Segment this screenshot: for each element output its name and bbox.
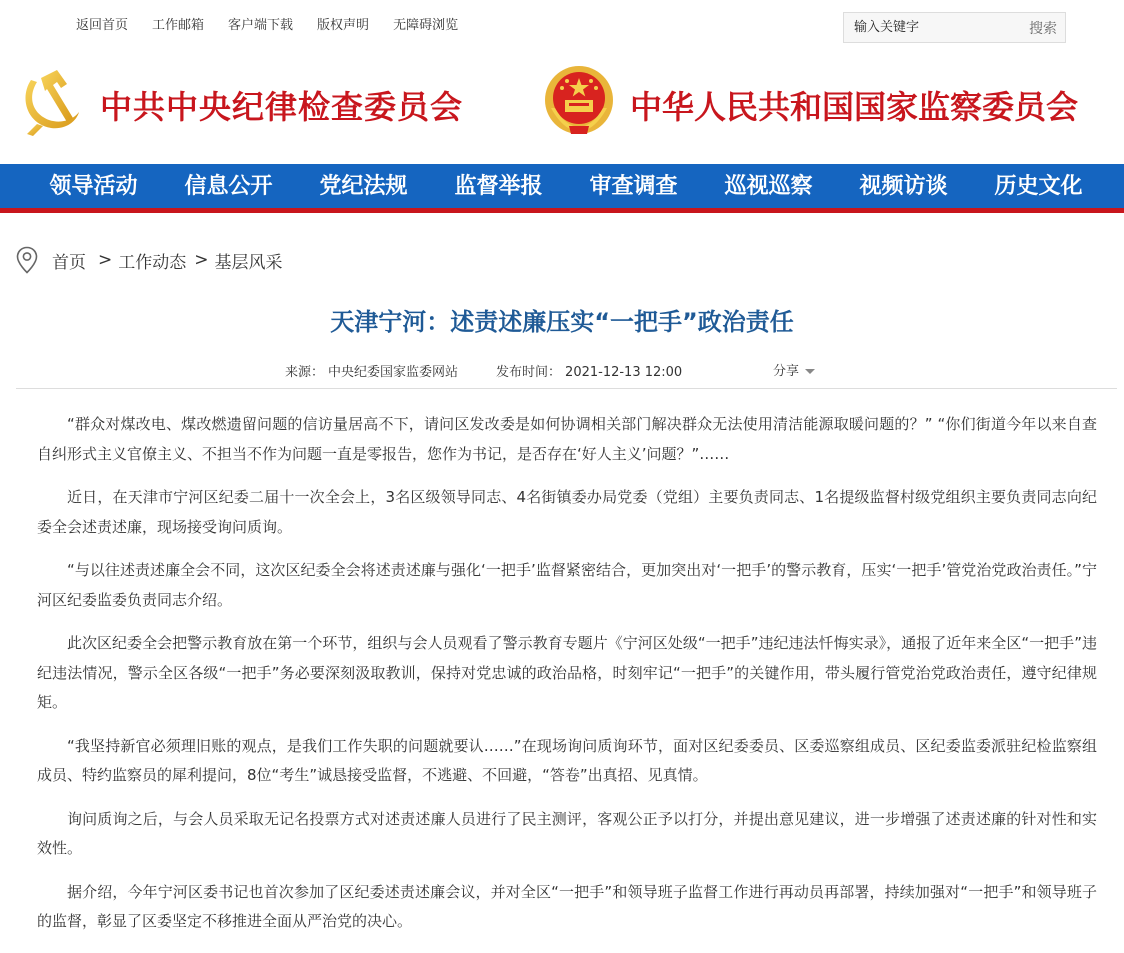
breadcrumb-separator: > [194,250,209,270]
link-work-email[interactable]: 工作邮箱 [152,18,205,33]
nav-item-inspection[interactable]: 巡视巡察 [724,173,813,199]
chevron-down-icon [805,369,815,374]
article-meta [285,361,686,380]
party-emblem-icon[interactable] [17,68,85,136]
top-links [64,14,470,33]
source-label: 来源： [285,365,325,380]
breadcrumb-work-news[interactable]: 工作动态 [118,252,187,273]
paragraph: “与以往述责述廉全会不同，这次区纪委全会将述责述廉与强化‘一把手’监督紧密结合，更加突出对‘一把手’的警示教育，压实‘一把手’管党治党政治责任。”宁河区纪委监委负责同志介绍。 [37,561,1097,609]
main-nav [0,164,1124,208]
breadcrumb-home[interactable]: 首页 [52,252,86,273]
nav-divider [0,208,1124,213]
divider [16,388,1117,389]
paragraph: 近日，在天津市宁河区纪委二届十一次全会上，3名区级领导同志、4名街镇委办局党委（党组）主要负责同志、1名提级监督村级党组织主要负责同志向纪委全会述责述廉，现场接受询问质询。 [37,488,1097,536]
publish-time: 2021-12-13 12:00 [565,365,683,380]
paragraph: 此次区纪委全会把警示教育放在第一个环节，组织与会人员观看了警示教育专题片《宁河区处级“一把手”违纪违法忏悔实录》，通报了近年来全区“一把手”违纪违法情况，警示全区各级“一把手”务必要深刻汲取教训，保持对党忠诚的政治品格，时刻牢记“一把手”的关键作用，带头履行管党治党政治责任，遵守纪律规矩。 [37,634,1097,711]
paragraph: “群众对煤改电、煤改燃遗留问题的信访量居高不下，请问区发改委是如何协调相关部门解决群众无法使用清洁能源取暖问题的？” “你们街道今年以来自查自纠形式主义官僚主义、不担当不作为问题一直是零报告，您作为书记，是否存在‘好人主义’问题？”…… [37,415,1097,463]
article-body [37,410,1097,951]
breadcrumb-grassroots[interactable]: 基层风采 [214,252,283,273]
source-value: 中央纪委国家监委网站 [328,365,459,380]
site-title-nsc[interactable]: 中华人民共和国国家监察委员会 [630,88,1079,126]
paragraph: 据介绍，今年宁河区委书记也首次参加了区纪委述责述廉会议，并对全区“一把手”和领导班子监督工作进行再动员再部署，持续加强对“一把手”和领导班子的监督，彰显了区委坚定不移推进全面从严治党的决心。 [37,882,1097,930]
top-bar [0,0,1124,50]
nav-item-party-rules[interactable]: 党纪法规 [319,173,408,199]
nav-item-leadership[interactable]: 领导活动 [49,173,138,199]
nav-item-investigation[interactable]: 审查调查 [589,173,678,199]
breadcrumb [16,246,283,274]
nav-item-video-interview[interactable]: 视频访谈 [859,173,948,199]
site-title-ccdi[interactable]: 中共中央纪律检查委员会 [100,88,464,126]
link-copyright[interactable]: 版权声明 [317,18,370,33]
article-title: 天津宁河：述责述廉压实“一把手”政治责任 [330,308,794,336]
national-emblem-icon[interactable] [543,64,615,136]
site-header [0,50,1124,164]
link-client-download[interactable]: 客户端下载 [228,18,294,33]
nav-item-report[interactable]: 监督举报 [454,173,543,199]
nav-item-history-culture[interactable]: 历史文化 [994,173,1083,199]
share-button[interactable] [773,360,815,379]
search-button[interactable]: 搜索 [1029,21,1057,37]
time-label: 发布时间： [496,365,562,380]
breadcrumb-separator: > [98,250,113,270]
paragraph: “我坚持新官必须理旧账的观点，是我们工作失职的问题就要认……”在现场询问质询环节，面对区纪委委员、区委巡察组成员、区纪委监委派驻纪检监察组成员、特约监察员的犀利提问，8位“考生”诚恳接受监督，不逃避、不回避，“答卷”出真招、见真情。 [37,736,1097,784]
location-pin-icon [16,246,38,274]
search-box [843,12,1066,43]
share-label: 分享 [773,364,800,379]
paragraph: 询问质询之后，与会人员采取无记名投票方式对述责述廉人员进行了民主测评，客观公正予以打分，并提出意见建议，进一步增强了述责述廉的针对性和实效性。 [37,809,1097,857]
link-accessibility[interactable]: 无障碍浏览 [393,18,459,33]
nav-item-info-disclosure[interactable]: 信息公开 [184,173,273,199]
link-home[interactable]: 返回首页 [76,18,129,33]
search-input[interactable] [844,13,1014,42]
